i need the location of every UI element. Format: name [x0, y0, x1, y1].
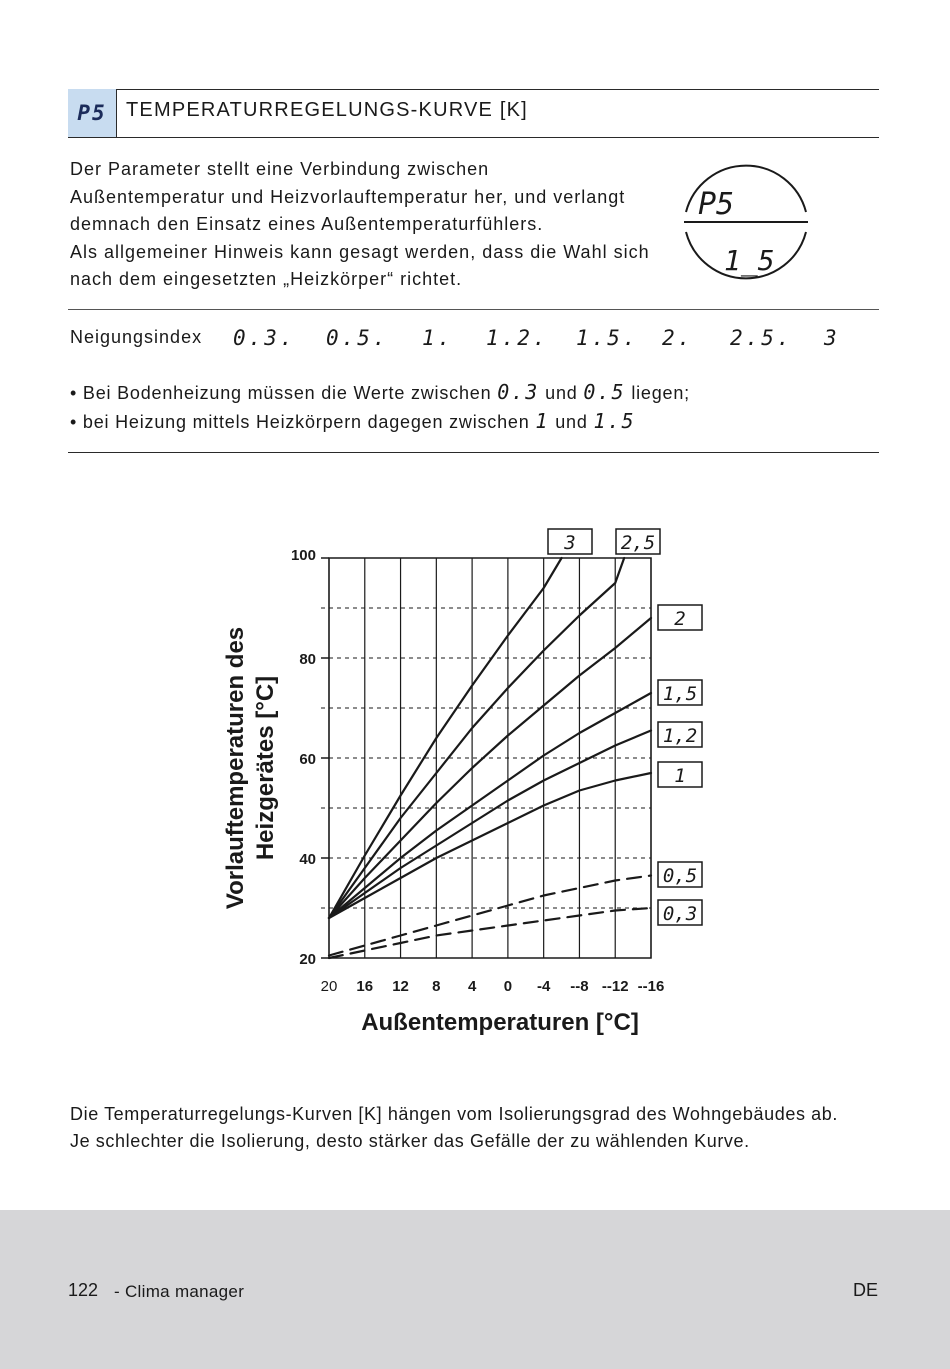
- x-tick-label: 4: [467, 978, 477, 995]
- intro-line: Außentemperatur und Heizvorlauftemperatur her, und verlangt: [70, 186, 626, 207]
- footer-line: Die Temperaturregelungs-Kurven [K] hängen vom Isolierungsgrad des Wohngebäudes ab.: [70, 1104, 838, 1124]
- slope-index-value: 1.2.: [486, 326, 549, 350]
- slope-index-value: 2.5.: [730, 326, 793, 350]
- parameter-title: TEMPERATURREGELUNGS-KURVE [K]: [126, 99, 528, 121]
- series-label: 1,5: [662, 683, 698, 705]
- intro-line: Als allgemeiner Hinweis kann gesagt werden, dass die Wahl sich: [70, 241, 650, 262]
- document-name: - Clima manager: [114, 1282, 245, 1301]
- footer-line: Je schlechter die Isolierung, desto stärker das Gefälle der zu wählenden Kurve.: [70, 1131, 750, 1151]
- slope-index-value: 1.: [422, 326, 454, 350]
- curve-2: [329, 618, 651, 918]
- slope-index-value: 1.5.: [576, 326, 639, 350]
- intro-paragraph: [70, 156, 670, 294]
- x-tick-label: --8: [570, 978, 589, 995]
- curve-3: [329, 558, 562, 918]
- parameter-code-badge: P5: [68, 89, 117, 137]
- language-code: DE: [852, 1280, 878, 1300]
- x-tick-label: 16: [356, 978, 374, 995]
- page-number: 122: [68, 1280, 99, 1300]
- y-axis-label-line1: Vorlauftemperaturen des: [222, 626, 249, 910]
- x-tick-label: 20: [320, 978, 338, 995]
- y-tick-label: 80: [299, 651, 316, 668]
- parameter-header: [68, 89, 879, 137]
- y-tick-label: 100: [290, 547, 316, 564]
- slope-index-row: [70, 326, 860, 352]
- y-tick-label: 20: [299, 951, 316, 968]
- section-rule-1: [68, 309, 879, 310]
- slope-index-value: 0.3.: [233, 326, 296, 350]
- page-footer-bar: [0, 1210, 950, 1369]
- y-tick-label: 40: [299, 851, 316, 868]
- series-label: 0,5: [662, 865, 698, 887]
- lcd-display-illustration: [676, 152, 816, 292]
- curve-0-3: [329, 908, 651, 958]
- display-bottom-value: 1_5: [724, 244, 775, 277]
- x-axis-label: Außentemperaturen [°C]: [361, 1009, 639, 1036]
- x-tick-label: -4: [536, 978, 551, 995]
- series-label: 2: [674, 608, 686, 630]
- series-label: 0,3: [662, 903, 698, 925]
- x-tick-label: 0: [503, 978, 513, 995]
- series-label: 1: [674, 765, 686, 787]
- x-tick-label: 12: [392, 978, 409, 995]
- curve-0-5: [329, 876, 651, 956]
- slope-index-value: 3: [824, 326, 840, 350]
- intro-line: Der Parameter stellt eine Verbindung zwischen: [70, 159, 490, 179]
- x-tick-label: 8: [432, 978, 441, 995]
- usage-notes: [70, 378, 870, 436]
- curve-1: [329, 773, 651, 918]
- heating-curve-chart: [210, 515, 710, 1040]
- slope-index-value: 2.: [662, 326, 694, 350]
- header-bottom-rule: [68, 137, 879, 138]
- intro-line: nach dem eingesetzten „Heizkörper“ richtet.: [70, 269, 463, 289]
- y-tick-label: 60: [299, 751, 316, 768]
- display-top-value: P5: [698, 187, 735, 222]
- slope-index-label: Neigungsindex: [70, 327, 203, 347]
- note-radiator-heating: • bei Heizung mittels Heizkörpern dagegen zwischen 1 und 1.5: [70, 409, 636, 433]
- slope-index-value: 0.5.: [326, 326, 389, 350]
- x-tick-label: --16: [637, 978, 665, 995]
- series-label: 2,5: [620, 532, 656, 554]
- intro-line: demnach den Einsatz eines Außentemperaturfühlers.: [70, 214, 544, 234]
- series-label: 1,2: [662, 725, 698, 747]
- heating-curve-svg: [210, 515, 710, 1040]
- series-label: 3: [564, 532, 576, 554]
- x-tick-label: --12: [601, 978, 629, 995]
- y-axis-label-line2: Heizgerätes [°C]: [252, 675, 279, 861]
- note-floor-heating: • Bei Bodenheizung müssen die Werte zwischen 0.3 und 0.5 liegen;: [70, 380, 690, 404]
- footer-paragraph: [70, 1101, 890, 1155]
- section-rule-2: [68, 452, 879, 453]
